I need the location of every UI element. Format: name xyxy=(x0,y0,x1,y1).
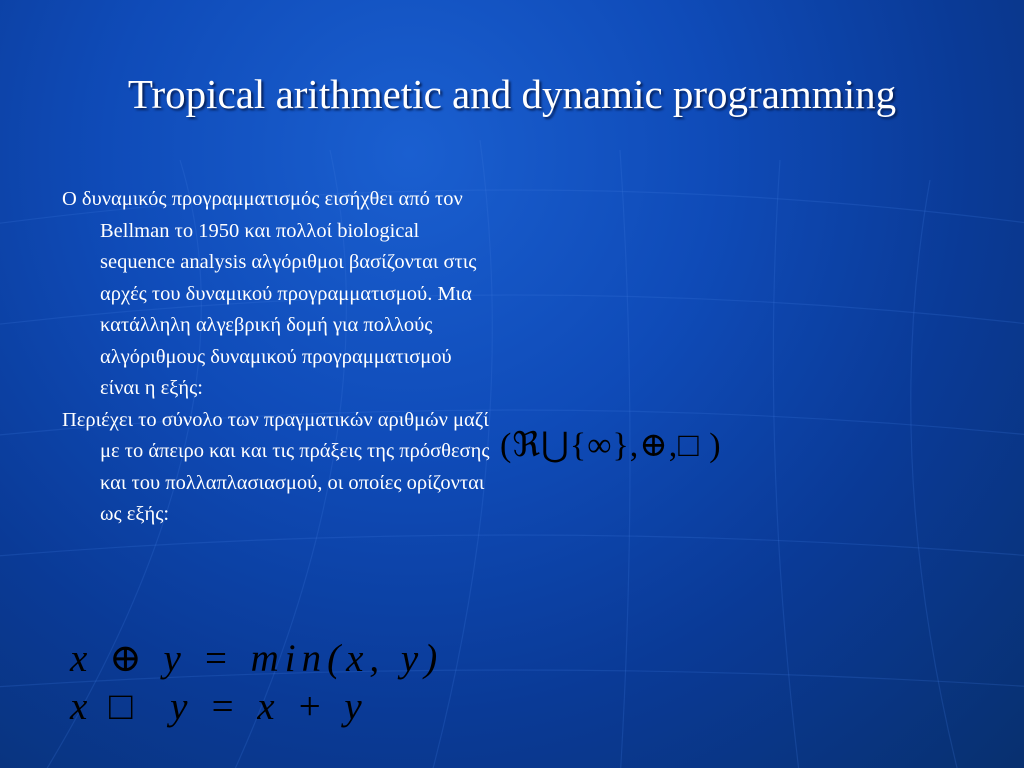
algebraic-structure-formula: (ℜ⋃{∞},⊕,□ ) xyxy=(500,427,722,464)
slide-body xyxy=(62,184,494,531)
tropical-addition-equation: x ⊕ y = min(x, y) xyxy=(70,637,444,680)
paragraph-dynamic-programming: Ο δυναμικός προγραμματισμός εισήχθει από τον Bellman το 1950 και πολλοί biological sequence analysis αλγόριθμοι βασίζονται στις αρχές του δυναμικού προγραμματισμού. Μια κατάλληλη αλγεβρική δομή για πολλούς αλγόριθμους δυναμικού προγραμματισμού είναι η εξής: xyxy=(62,188,477,399)
tropical-multiplication-equation: x □ y = x + y xyxy=(70,685,368,728)
paragraph-real-numbers: Περιέχει το σύνολο των πραγματικών αριθμών μαζί με το άπειρο και και τις πράξεις της πρόσθεσης και του πολλαπλασιασμού, οι οποίες ορίζονται ως εξής: xyxy=(62,408,490,525)
slide-title: Tropical arithmetic and dynamic programming xyxy=(127,71,897,117)
